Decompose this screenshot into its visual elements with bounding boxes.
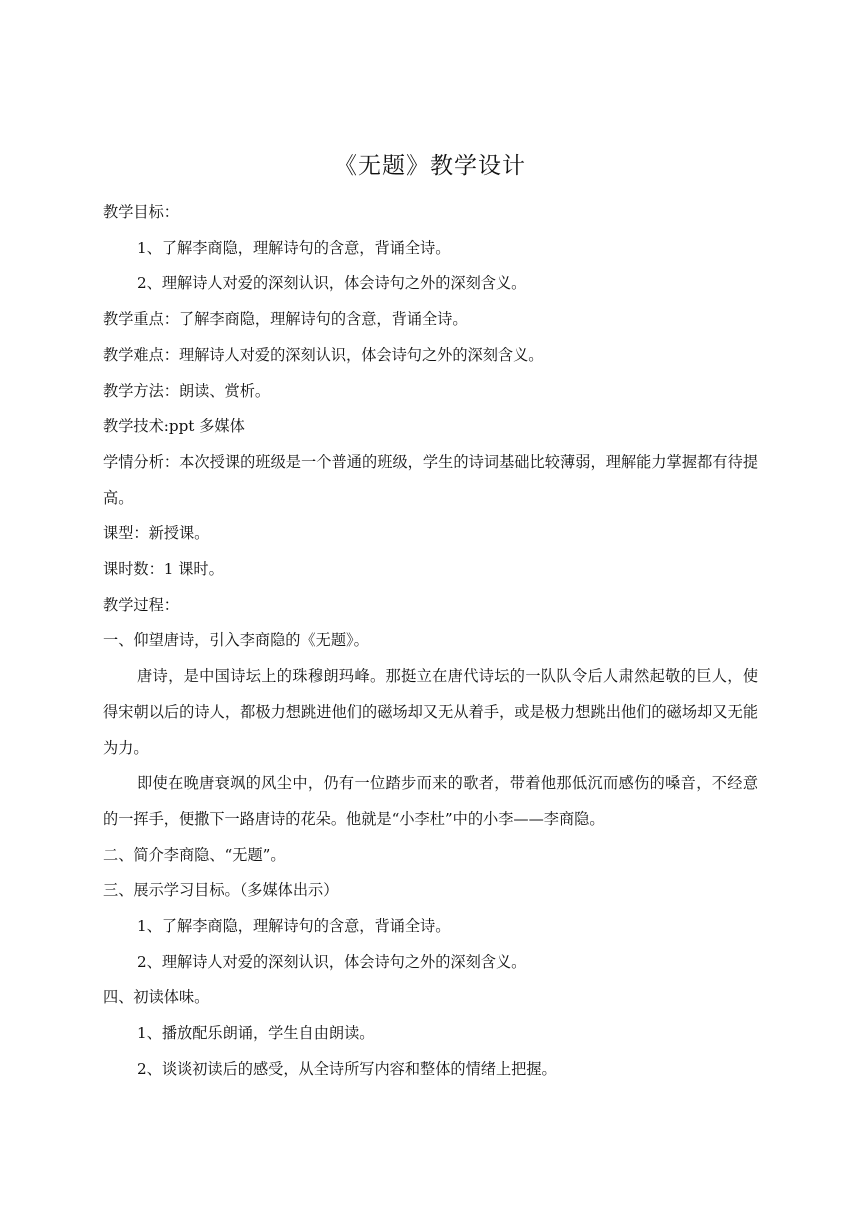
section-heading-objectives: 教学目标： (103, 203, 179, 221)
teaching-method: 教学方法：朗读、赏析。 (103, 381, 271, 400)
process-step-1: 一、仰望唐诗，引入李商隐的《无题》。 (103, 631, 369, 650)
reading-item-2: 2、谈谈初读后的感受，从全诗所写内容和整体的情绪上把握。 (137, 1059, 557, 1078)
body-paragraph-tang-poetry: 唐诗，是中国诗坛上的珠穆朗玛峰。那挺立在唐代诗坛的一队队令后人肃然起敬的巨人，使得宋朝以后的诗人，都极力想跳进他们的磁场却又无从着手，或是极力想跳出他们的磁场却又无能为力。 (103, 667, 758, 757)
document-title: 《无题》教学设计 (334, 153, 526, 179)
lesson-hours: 课时数：1 课时。 (103, 560, 224, 579)
lesson-type: 课型：新授课。 (103, 524, 210, 543)
goal-item-2: 2、理解诗人对爱的深刻认识，体会诗句之外的深刻含义。 (137, 952, 527, 971)
objective-item-1: 1、了解李商隐，理解诗句的含意，背诵全诗。 (137, 238, 451, 257)
goal-item-1: 1、了解李商隐，理解诗句的含意，背诵全诗。 (137, 917, 451, 936)
difficult-point: 教学难点：理解诗人对爱的深刻认识，体会诗句之外的深刻含义。 (103, 345, 544, 364)
teaching-technology: 教学技术:ppt 多媒体 (103, 417, 245, 436)
reading-item-1: 1、播放配乐朗诵，学生自由朗读。 (137, 1024, 375, 1043)
body-paragraph-li-shangyin: 即使在晚唐衰飒的风尘中，仍有一位踏步而来的歌者，带着他那低沉而感伤的嗓音，不经意的一挥手，便撒下一路唐诗的花朵。他就是“小李杜”中的小李——李商隐。 (103, 774, 758, 828)
learner-analysis: 学情分析：本次授课的班级是一个普通的班级，学生的诗词基础比较薄弱，理解能力掌握都有待提高。 (103, 452, 758, 507)
process-step-2: 二、简介李商隐、“无题”。 (103, 845, 286, 864)
objective-item-2: 2、理解诗人对爱的深刻认识，体会诗句之外的深刻含义。 (137, 274, 527, 293)
section-heading-process: 教学过程： (103, 595, 179, 614)
process-step-4: 四、初读体味。 (103, 988, 210, 1007)
process-step-3: 三、展示学习目标。（多媒体出示） (103, 881, 339, 900)
key-point: 教学重点：了解李商隐，理解诗句的含意，背诵全诗。 (103, 310, 468, 329)
document-body (103, 195, 758, 1088)
